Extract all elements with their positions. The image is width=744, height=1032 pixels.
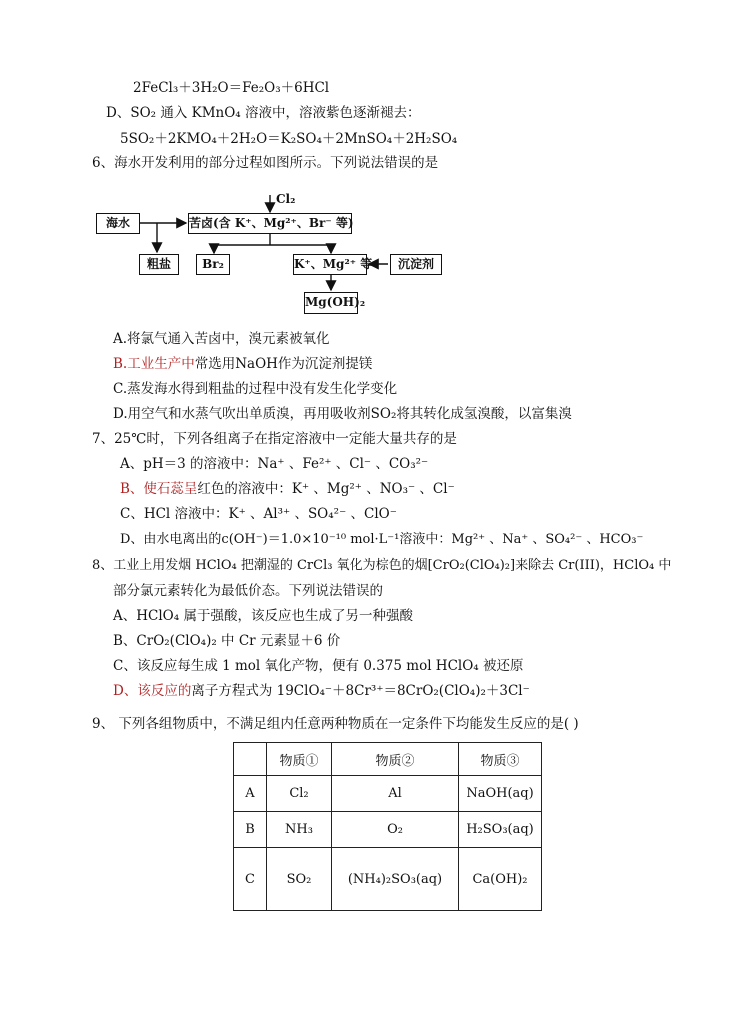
table-row bbox=[234, 776, 542, 812]
table-cell: Al bbox=[332, 776, 459, 812]
table-header-cell: 物质③ bbox=[459, 743, 542, 776]
q6-option-b bbox=[113, 355, 372, 373]
question-8-stem-line1: 8、工业上用发烟 HClO₄ 把潮湿的 CrCl₃ 氧化为棕色的烟[CrO₂(ClO₄)₂]来除去 Cr(III)，HClO₄ 中 bbox=[92, 558, 672, 573]
equation-line-so2: 5SO₂＋2KMO₄＋2H₂O＝K₂SO₄＋2MnSO₄＋2H₂SO₄ bbox=[120, 131, 458, 147]
table-cell: Cl₂ bbox=[267, 776, 332, 812]
bittern-box: 苦卤(含 K⁺、Mg²⁺、Br⁻ 等) bbox=[188, 213, 352, 234]
table-cell: Ca(OH)₂ bbox=[459, 848, 542, 911]
seawater-box: 海水 bbox=[96, 213, 140, 234]
table-header-cell: 物质② bbox=[332, 743, 459, 776]
q8-option-d-rest: 离子方程式为 19ClO₄⁻＋8Cr³⁺＝8CrO₂(ClO₄)₂＋3Cl⁻ bbox=[191, 683, 530, 699]
flow-arrows bbox=[0, 0, 744, 330]
table-row bbox=[234, 848, 542, 911]
q6-option-b-rest: 常选用NaOH作为沉淀剂提镁 bbox=[194, 356, 373, 372]
q6-option-a: A.将氯气通入苦卤中，溴元素被氧化 bbox=[113, 331, 330, 347]
question-7-stem: 7、25℃时，下列各组离子在指定溶液中一定能大量共存的是 bbox=[92, 431, 457, 447]
table-cell: NaOH(aq) bbox=[459, 776, 542, 812]
question-9-stem: 9、 下列各组物质中，不满足组内任意两种物质在一定条件下均能发生反应的是( ) bbox=[92, 716, 579, 732]
table-header-row bbox=[234, 743, 542, 776]
q8-option-d-marked: D、该反应的 bbox=[113, 683, 192, 699]
table-cell: SO₂ bbox=[267, 848, 332, 911]
equation-line-fecl3: 2FeCl₃＋3H₂O＝Fe₂O₃＋6HCl bbox=[133, 80, 330, 96]
table-cell: H₂SO₃(aq) bbox=[459, 812, 542, 848]
table-cell: NH₃ bbox=[267, 812, 332, 848]
q7-option-c: C、HCl 溶液中：K⁺ 、Al³⁺ 、SO₄²⁻ 、ClO⁻ bbox=[120, 506, 397, 522]
q8-option-d bbox=[113, 682, 530, 700]
precipitant-box: 沉淀剂 bbox=[390, 254, 442, 275]
q8-option-b: B、CrO₂(ClO₄)₂ 中 Cr 元素显＋6 价 bbox=[113, 633, 341, 649]
q8-option-a: A、HClO₄ 属于强酸，该反应也生成了另一种强酸 bbox=[113, 608, 413, 624]
table-header-cell: 物质① bbox=[267, 743, 332, 776]
table-cell: B bbox=[234, 812, 267, 848]
table-row bbox=[234, 812, 542, 848]
table-header-cell bbox=[234, 743, 267, 776]
table-cell: O₂ bbox=[332, 812, 459, 848]
br2-box: Br₂ bbox=[196, 254, 230, 275]
q6-option-b-marked: B.工业生产中 bbox=[113, 356, 195, 372]
mgoh2-box: Mg(OH)₂ bbox=[304, 292, 358, 314]
q9-table bbox=[233, 742, 542, 911]
q6-option-d: D.用空气和水蒸气吹出单质溴，再用吸收剂SO₂将其转化成氢溴酸，以富集溴 bbox=[113, 406, 572, 422]
question-8-stem-line2: 部分氯元素转化为最低价态。下列说法错误的 bbox=[113, 583, 383, 599]
q6-option-c: C.蒸发海水得到粗盐的过程中没有发生化学变化 bbox=[113, 381, 398, 397]
q7-option-b-rest: 红色的溶液中：K⁺ 、Mg²⁺ 、NO₃⁻ 、Cl⁻ bbox=[197, 481, 455, 497]
k-mg-box: K⁺、Mg²⁺ 等 bbox=[293, 254, 367, 275]
cl2-label: Cl₂ bbox=[276, 192, 296, 206]
q7-option-a: A、pH＝3 的溶液中：Na⁺ 、Fe²⁺ 、Cl⁻ 、CO₃²⁻ bbox=[120, 456, 429, 472]
q7-option-b-marked: B、使石蕊呈 bbox=[120, 481, 198, 497]
table-cell: (NH₄)₂SO₃(aq) bbox=[332, 848, 459, 911]
q7-option-b bbox=[120, 480, 455, 498]
q7-option-d: D、由水电离出的c(OH⁻)＝1.0×10⁻¹⁰ mol·L⁻¹溶液中：Mg²⁺ 、Na⁺ 、SO₄²⁻ 、HCO₃⁻ bbox=[120, 532, 644, 547]
option-d-so2-kmno4: D、SO₂ 通入 KMnO₄ 溶液中，溶液紫色逐渐褪去： bbox=[106, 105, 421, 121]
crude-salt-box: 粗盐 bbox=[139, 254, 179, 275]
question-6-stem: 6、海水开发利用的部分过程如图所示。下列说法错误的是 bbox=[92, 155, 439, 171]
table-cell: C bbox=[234, 848, 267, 911]
q8-option-c: C、该反应每生成 1 mol 氧化产物，便有 0.375 mol HClO₄ 被还原 bbox=[113, 658, 524, 674]
table-cell: A bbox=[234, 776, 267, 812]
